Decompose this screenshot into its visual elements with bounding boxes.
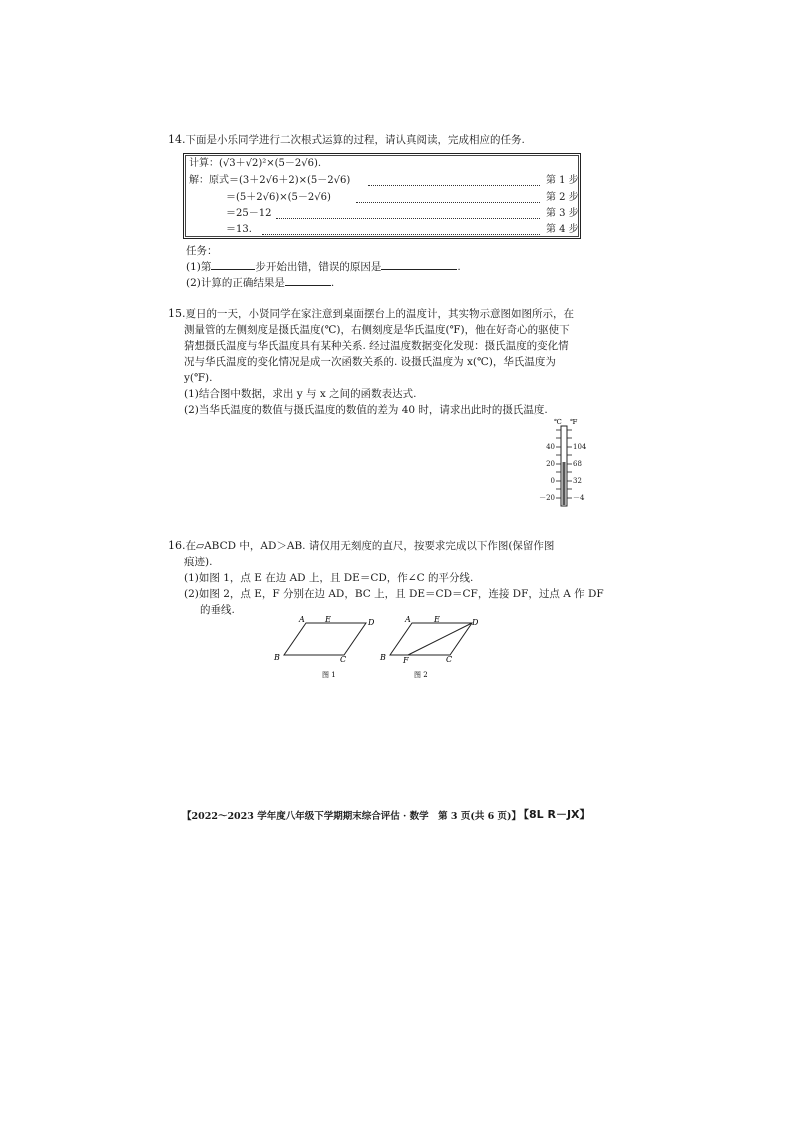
- fig1-caption: 图 1: [322, 671, 336, 679]
- q14-calc-label: 计算：(√3＋√2)²×(5－2√6).: [189, 158, 322, 169]
- q14-dots-1: [368, 184, 540, 186]
- q14-task-1-end: .: [457, 261, 461, 273]
- fig2-label-c: C: [446, 655, 453, 664]
- fahrenheit-label-minus-4: －4: [573, 494, 585, 502]
- q15-line-5: y(℉).: [184, 372, 213, 384]
- celsius-unit-label: ℃: [554, 418, 562, 426]
- q16-question-2-cont: 的垂线.: [200, 604, 235, 616]
- fig1-label-a: A: [299, 615, 305, 624]
- parallelogram-abcd-1: [284, 623, 366, 655]
- figure-2-parallelogram: [372, 610, 482, 682]
- fig2-label-d: D: [472, 618, 479, 627]
- q15-text-1: 夏日的一天，小贤同学在家注意到桌面摆台上的温度计，其实物示意图如图所示，在: [185, 308, 574, 320]
- q15-line-1: [168, 306, 574, 322]
- q14-dots-3: [276, 217, 540, 219]
- fig1-label-e: E: [325, 615, 331, 624]
- q14-step-4: 第 4 步: [546, 224, 579, 235]
- segment-df: [408, 623, 472, 655]
- q14-task-2: [186, 274, 334, 291]
- q16-text-1: 在▱ABCD 中，AD＞AB. 请仅用无刻度的直尺，按要求完成以下作图(保留作图: [185, 540, 555, 552]
- q14-line-3: ＝25－12: [226, 208, 272, 219]
- q14-task-1: [186, 258, 461, 275]
- thermometer-liquid: [563, 462, 566, 505]
- fig2-caption: 图 2: [414, 671, 428, 679]
- q16-number: 16.: [168, 539, 186, 552]
- celsius-label-40: 40: [546, 443, 555, 451]
- q14-line-4: ＝13.: [226, 224, 252, 235]
- q14-task-2-end: .: [330, 277, 335, 289]
- celsius-label-0: 0: [550, 477, 555, 485]
- fig2-label-a: A: [405, 615, 411, 624]
- q15-line-4: 况与华氏温度的变化情况是成一次函数关系的. 设摄氏温度为 x(℃)，华氏温度为: [184, 356, 556, 368]
- q16-question-2: (2)如图 2，点 E，F 分别在边 AD，BC 上，且 DE＝CD＝CF，连接 DF，过点 A 作 DF: [184, 588, 604, 600]
- q14-task-1-middle: 步开始出错，错误的原因是: [255, 261, 382, 273]
- fig1-label-c: C: [340, 655, 347, 664]
- q14-dots-4: [262, 233, 540, 235]
- q14-result-answer-blank[interactable]: [285, 274, 331, 286]
- q14-task-1-prefix: (1)第: [186, 261, 212, 273]
- q15-line-3: 猜想摄氏温度与华氏温度具有某种关系. 经过温度数据变化发现：摄氏温度的变化情: [184, 340, 569, 352]
- parallelogram-abcd-2: [390, 623, 472, 655]
- q16-question-1: (1)如图 1，点 E 在边 AD 上，且 DE＝CD，作∠C 的平分线.: [184, 572, 474, 584]
- q16-line-2: 痕迹).: [184, 556, 213, 568]
- page-footer-info: 【2022～2023 学年度八年级下学期期末综合评估 · 数学 第 3 页(共 6 页)】: [182, 811, 522, 822]
- q14-stem-text: 下面是小乐同学进行二次根式运算的过程，请认真阅读，完成相应的任务.: [185, 134, 525, 146]
- q14-line-1: 解：原式＝(3＋2√6＋2)×(5－2√6): [189, 175, 351, 186]
- q14-task-label: 任务：: [186, 245, 218, 257]
- q14-step-answer-blank[interactable]: [211, 258, 255, 270]
- celsius-label-20: 20: [546, 460, 555, 468]
- q14-stem: [168, 132, 525, 148]
- q14-dots-2: [356, 201, 540, 203]
- q14-line-2: ＝(5＋2√6)×(5－2√6): [226, 192, 331, 203]
- celsius-label-minus-20: －20: [539, 494, 555, 502]
- q14-step-1: 第 1 步: [546, 175, 579, 186]
- q16-line-1: [168, 538, 554, 554]
- fig2-label-b: B: [380, 653, 386, 662]
- fahrenheit-label-32: 32: [573, 477, 582, 485]
- q15-question-2: (2)当华氏温度的数值与摄氏温度的数值的差为 40 时，请求出此时的摄氏温度.: [184, 404, 548, 416]
- fig2-label-f: F: [403, 656, 409, 665]
- fig1-label-b: B: [274, 653, 280, 662]
- q15-number: 15.: [168, 307, 186, 320]
- q14-number: 14.: [168, 133, 186, 146]
- fig2-label-e: E: [434, 615, 440, 624]
- q15-line-2: 测量管的左侧刻度是摄氏温度(℃)，右侧刻度是华氏温度(℉)，他在好奇心的驱使下: [184, 324, 570, 336]
- page-footer-code: 【8L R－JX】: [518, 808, 591, 821]
- fahrenheit-label-68: 68: [573, 460, 582, 468]
- figure-1-parallelogram: [266, 610, 376, 682]
- fahrenheit-label-104: 104: [573, 443, 587, 451]
- fig1-label-d: D: [368, 618, 375, 627]
- q14-task-2-prefix: (2)计算的正确结果是: [186, 277, 285, 289]
- q14-reason-answer-blank[interactable]: [381, 258, 457, 270]
- q15-question-1: (1)结合图中数据，求出 y 与 x 之间的函数表达式.: [184, 388, 417, 400]
- q14-step-2: 第 2 步: [546, 192, 579, 203]
- thermometer-figure: [536, 414, 596, 510]
- fahrenheit-unit-label: ℉: [570, 418, 578, 426]
- q14-step-3: 第 3 步: [546, 208, 579, 219]
